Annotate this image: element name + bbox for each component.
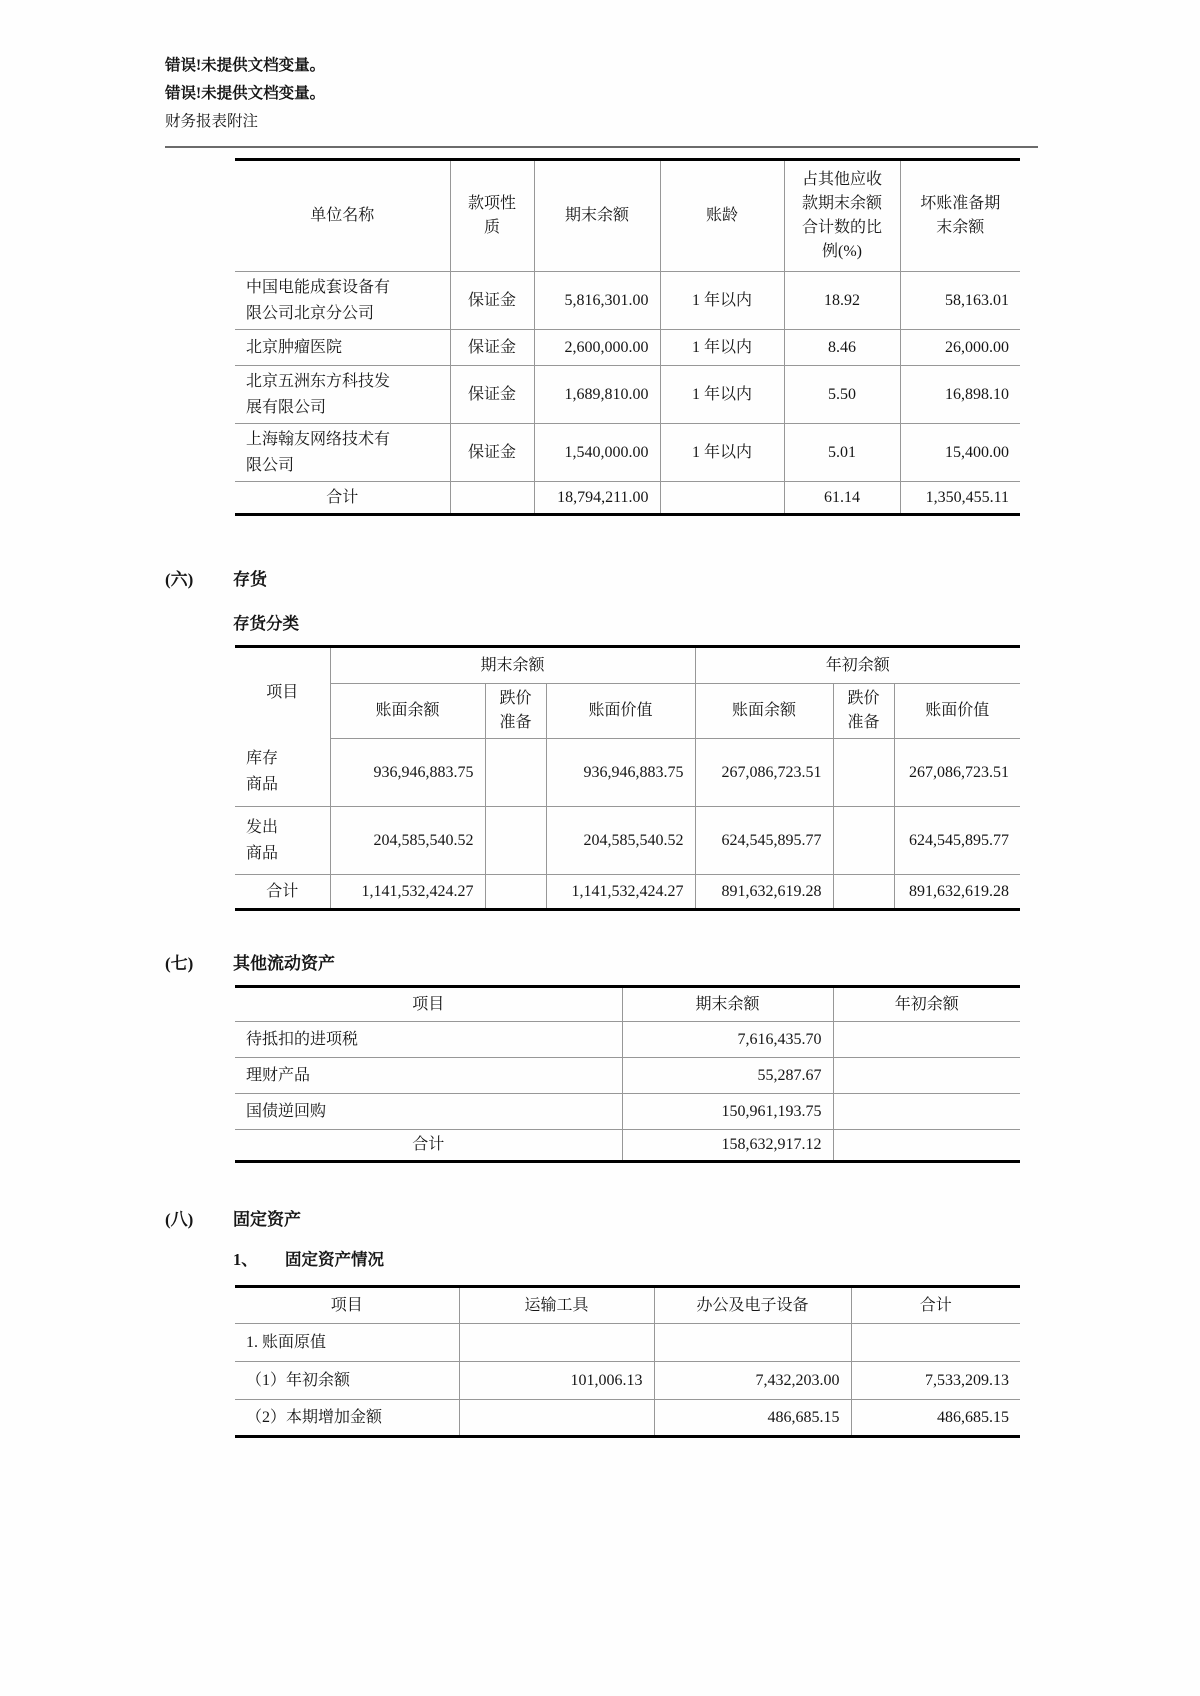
cell-end-balance: 936,946,883.75 xyxy=(330,739,485,807)
table-row xyxy=(235,366,1020,424)
cell-item: 理财产品 xyxy=(235,1058,622,1094)
cell-ratio: 8.46 xyxy=(784,330,900,366)
cell-begin-value: 624,545,895.77 xyxy=(894,807,1020,875)
cell-end-provision xyxy=(485,807,546,875)
header-divider-rule xyxy=(165,146,1038,148)
cell-balance: 1,689,810.00 xyxy=(534,366,660,424)
section-number: (七) xyxy=(165,954,194,973)
cell-end-value: 936,946,883.75 xyxy=(546,739,695,807)
section-title: 其他流动资产 xyxy=(233,954,335,973)
cell-begin-balance: 624,545,895.77 xyxy=(695,807,833,875)
cell-begin-provision xyxy=(833,739,894,807)
cell-begin-balance: 891,632,619.28 xyxy=(695,875,833,910)
cell-company: 北京五洲东方科技发展有限公司 xyxy=(235,366,450,424)
section-heading-inventory xyxy=(165,568,267,592)
cell-aging: 1 年以内 xyxy=(660,424,784,482)
cell-total-label: 合计 xyxy=(235,1130,622,1162)
fixed-assets-subheading xyxy=(233,1248,384,1272)
cell-transport: 101,006.13 xyxy=(459,1362,654,1400)
col-header-ending: 期末余额 xyxy=(622,987,833,1022)
cell-total: 486,685.15 xyxy=(937,1408,1009,1426)
cell-nature: 保证金 xyxy=(450,330,534,366)
cell-company: 北京肿瘤医院 xyxy=(235,330,450,366)
document-header xyxy=(165,52,325,136)
cell-beginning xyxy=(833,1058,1020,1094)
col-header-item: 项目 xyxy=(235,1287,459,1324)
col-header-book-value: 账面价值 xyxy=(894,684,1020,739)
subheading-number: 1、 xyxy=(233,1250,258,1269)
cell-provision: 58,163.01 xyxy=(900,272,1020,330)
table-header-row xyxy=(235,1287,1020,1324)
col-header-book-balance: 账面余额 xyxy=(695,684,833,739)
table-row xyxy=(235,272,1020,330)
col-header-beginning: 年初余额 xyxy=(833,987,1020,1022)
cell-begin-provision xyxy=(833,807,894,875)
cell-transport xyxy=(459,1400,654,1437)
col-header-ratio: 占其他应收款期末余额合计数的比例(%) xyxy=(784,160,900,272)
cell-beginning xyxy=(833,1094,1020,1130)
subheading-title: 固定资产情况 xyxy=(285,1250,384,1269)
cell-item: （2）本期增加金额 xyxy=(235,1400,459,1437)
col-header-company: 单位名称 xyxy=(235,160,450,272)
col-header-price-provision: 跌价准备 xyxy=(485,684,546,739)
col-header-office-equipment: 办公及电子设备 xyxy=(654,1287,851,1324)
cell-office xyxy=(654,1324,851,1362)
cell-item: 国债逆回购 xyxy=(235,1094,622,1130)
cell-item: 发出商品 xyxy=(235,807,330,875)
cell-nature xyxy=(450,482,534,515)
cell-provision: 15,400.00 xyxy=(900,424,1020,482)
table-total-row xyxy=(235,875,1020,910)
cell-company: 上海翰友网络技术有限公司 xyxy=(235,424,450,482)
col-header-book-balance: 账面余额 xyxy=(330,684,485,739)
cell-end-provision xyxy=(485,875,546,910)
cell-total xyxy=(851,1324,1020,1362)
header-doc-title: 财务报表附注 xyxy=(165,113,259,130)
cell-ending: 7,616,435.70 xyxy=(622,1022,833,1058)
cell-balance: 1,540,000.00 xyxy=(534,424,660,482)
header-error-line-2: 错误!未提供文档变量。 xyxy=(165,85,326,102)
cell-ratio: 5.50 xyxy=(784,366,900,424)
section-title: 存货 xyxy=(233,570,267,589)
cell-end-provision xyxy=(485,739,546,807)
cell-ending: 158,632,917.12 xyxy=(622,1130,833,1162)
cell-ratio: 61.14 xyxy=(784,482,900,515)
other-receivables-table xyxy=(235,158,1020,516)
table-row xyxy=(235,1022,1020,1058)
table-row xyxy=(235,1324,1020,1362)
cell-balance: 18,794,211.00 xyxy=(534,482,660,515)
table-subheader-row xyxy=(235,684,1020,739)
cell-item: （1）年初余额 xyxy=(235,1362,459,1400)
table-row xyxy=(235,1362,1020,1400)
cell-ratio: 5.01 xyxy=(784,424,900,482)
cell-total-label: 合计 xyxy=(235,482,450,515)
col-header-price-provision: 跌价准备 xyxy=(833,684,894,739)
cell-aging: 1 年以内 xyxy=(660,366,784,424)
header-error-line-1: 错误!未提供文档变量。 xyxy=(165,57,326,74)
section-heading-other-current-assets xyxy=(165,952,335,976)
cell-aging: 1 年以内 xyxy=(660,330,784,366)
cell-ratio: 18.92 xyxy=(784,272,900,330)
cell-item: 待抵扣的进项税 xyxy=(235,1022,622,1058)
table-header-row xyxy=(235,987,1020,1022)
col-header-provision: 坏账准备期末余额 xyxy=(900,160,1020,272)
cell-item: 1. 账面原值 xyxy=(235,1324,459,1362)
col-header-book-value: 账面价值 xyxy=(546,684,695,739)
table-row xyxy=(235,424,1020,482)
cell-aging xyxy=(660,482,784,515)
cell-beginning xyxy=(833,1022,1020,1058)
table-total-row xyxy=(235,482,1020,515)
inventory-subheading: 存货分类 xyxy=(233,614,299,633)
cell-end-balance: 1,141,532,424.27 xyxy=(330,875,485,910)
section-heading-fixed-assets xyxy=(165,1208,301,1232)
col-header-item: 项目 xyxy=(235,647,330,739)
cell-end-value: 1,141,532,424.27 xyxy=(546,875,695,910)
table-row xyxy=(235,1058,1020,1094)
cell-beginning xyxy=(833,1130,1020,1162)
cell-nature: 保证金 xyxy=(450,366,534,424)
col-header-total: 合计 xyxy=(851,1287,1020,1324)
section-number: (八) xyxy=(165,1210,194,1229)
group-header-ending: 期末余额 xyxy=(330,647,695,684)
col-header-nature: 款项性质 xyxy=(450,160,534,272)
fixed-assets-table xyxy=(235,1285,1020,1438)
cell-nature: 保证金 xyxy=(450,424,534,482)
col-header-aging: 账龄 xyxy=(660,160,784,272)
cell-begin-value: 267,086,723.51 xyxy=(894,739,1020,807)
cell-end-balance: 204,585,540.52 xyxy=(330,807,485,875)
cell-ending: 150,961,193.75 xyxy=(622,1094,833,1130)
cell-total-label: 合计 xyxy=(235,875,330,910)
cell-provision: 26,000.00 xyxy=(900,330,1020,366)
cell-transport xyxy=(459,1324,654,1362)
cell-ending: 55,287.67 xyxy=(622,1058,833,1094)
cell-office: 486,685.15 xyxy=(654,1400,851,1437)
table-row xyxy=(235,1094,1020,1130)
section-title: 固定资产 xyxy=(233,1210,301,1229)
cell-begin-balance: 267,086,723.51 xyxy=(695,739,833,807)
col-header-balance: 期末余额 xyxy=(534,160,660,272)
table-row xyxy=(235,1400,1020,1437)
col-header-transport: 运输工具 xyxy=(459,1287,654,1324)
table-row xyxy=(235,330,1020,366)
table-row xyxy=(235,739,1020,807)
cell-nature: 保证金 xyxy=(450,272,534,330)
table-row xyxy=(235,807,1020,875)
cell-provision: 1,350,455.11 xyxy=(925,488,1009,506)
table-total-row xyxy=(235,1130,1020,1162)
cell-provision: 16,898.10 xyxy=(900,366,1020,424)
table-group-header-row xyxy=(235,647,1020,684)
cell-balance: 5,816,301.00 xyxy=(534,272,660,330)
cell-total: 7,533,209.13 xyxy=(851,1362,1020,1400)
inventory-table xyxy=(235,645,1020,911)
group-header-beginning: 年初余额 xyxy=(695,647,1020,684)
section-number: (六) xyxy=(165,570,194,589)
cell-company: 中国电能成套设备有限公司北京分公司 xyxy=(235,272,450,330)
other-current-assets-table xyxy=(235,985,1020,1163)
table-header-row xyxy=(235,160,1020,272)
cell-end-value: 204,585,540.52 xyxy=(546,807,695,875)
cell-aging: 1 年以内 xyxy=(660,272,784,330)
col-header-item: 项目 xyxy=(235,987,622,1022)
cell-item: 库存商品 xyxy=(235,739,330,807)
cell-office: 7,432,203.00 xyxy=(654,1362,851,1400)
cell-balance: 2,600,000.00 xyxy=(534,330,660,366)
cell-begin-provision xyxy=(833,875,894,910)
cell-begin-value: 891,632,619.28 xyxy=(909,882,1010,900)
